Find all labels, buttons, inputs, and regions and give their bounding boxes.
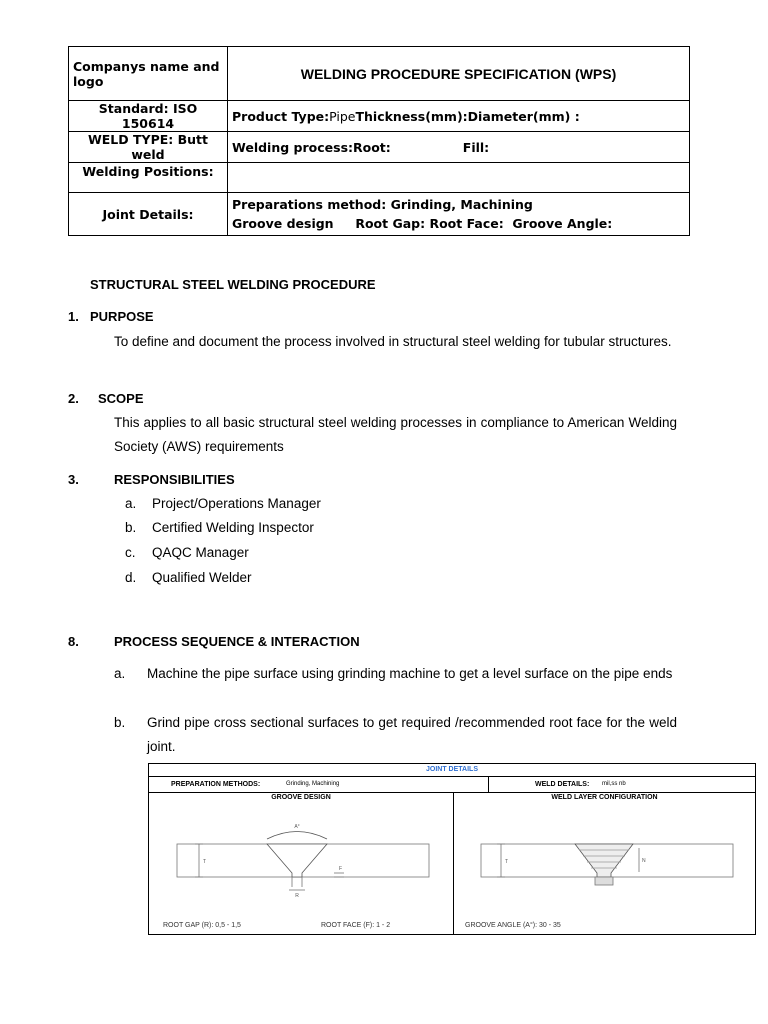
resp-item: Qualified Welder	[152, 570, 252, 585]
groove-design-label: GROOVE DESIGN	[271, 794, 331, 801]
resp-marker: b.	[125, 520, 137, 535]
root-face-value: ROOT FACE (F): 1 - 2	[321, 922, 391, 929]
standard-cell: Standard: ISO 150614	[69, 101, 228, 132]
groove-angle-value: GROOVE ANGLE (A°): 30 - 35	[465, 922, 561, 929]
wps-header-table	[68, 46, 690, 236]
resp-marker: a.	[125, 496, 137, 511]
thickness-label: T	[203, 859, 207, 865]
responsibilities-heading: RESPONSIBILITIES	[114, 472, 235, 487]
preparation-method: Preparations method: Grinding, Machining	[232, 197, 533, 212]
figure-title: JOINT DETAILS	[149, 764, 755, 777]
resp-marker: d.	[125, 570, 137, 585]
weld-type-cell: WELD TYPE: Butt weld	[69, 132, 228, 163]
welding-process-cell	[228, 132, 690, 163]
joint-details-value	[228, 193, 690, 236]
weld-layer-label: WELD LAYER CONFIGURATION	[551, 794, 658, 801]
resp-item: Certified Welding Inspector	[152, 520, 314, 535]
welding-positions-cell: Welding Positions:	[69, 163, 228, 193]
root-gap-value: ROOT GAP (R): 0,5 - 1,5	[163, 922, 241, 929]
layer-label: N	[642, 858, 646, 864]
step-marker: b.	[114, 715, 126, 730]
thickness-label: T	[505, 859, 509, 865]
step-marker: a.	[114, 666, 126, 681]
joint-drawing	[149, 804, 755, 919]
scope-heading: SCOPE	[98, 391, 144, 406]
responsibilities-number: 3.	[68, 472, 79, 487]
process-number: 8.	[68, 634, 79, 649]
weld-layer-drawing	[481, 844, 733, 885]
face-label: F	[339, 866, 343, 872]
step-text: Grind pipe cross sectional surfaces to get required /recommended root face for the weld joint.	[147, 715, 677, 754]
groove-design-line: Groove design Root Gap: Root Face: Groove Angle:	[232, 216, 613, 231]
purpose-heading: PURPOSE	[90, 309, 154, 324]
scope-text: This applies to all basic structural steel welding processes in compliance to American Welding Society (AWS) requirements	[114, 415, 677, 454]
resp-item: QAQC Manager	[152, 545, 249, 560]
groove-design-drawing	[177, 832, 429, 891]
welding-process-fill: Fill:	[462, 139, 490, 155]
gap-label: R	[295, 893, 299, 899]
purpose-text: To define and document the process involved in structural steel welding for tubular structures.	[114, 334, 672, 349]
company-name-cell: Companys name and logo	[69, 47, 228, 101]
product-type-label: Product Type:	[232, 108, 330, 124]
step-text: Machine the pipe surface using grinding machine to get a level surface on the pipe ends	[147, 666, 673, 681]
figure-prep-row	[149, 777, 755, 793]
purpose-number: 1.	[68, 309, 79, 324]
welding-positions-value	[228, 163, 690, 193]
figure-prep-value: Grinding, Machining	[286, 781, 340, 787]
section-title: STRUCTURAL STEEL WELDING PROCEDURE	[90, 277, 376, 292]
angle-label: A°	[294, 824, 300, 830]
scope-number: 2.	[68, 391, 79, 406]
figure-weld-label: WELD DETAILS:	[535, 781, 590, 788]
figure-prep-label: PREPARATION METHODS:	[171, 781, 261, 788]
welding-process-root: Welding process:Root:	[232, 139, 391, 155]
joint-details-cell: Joint Details:	[69, 193, 228, 236]
resp-item: Project/Operations Manager	[152, 496, 321, 511]
resp-marker: c.	[125, 545, 136, 560]
product-type-pipe: Pipe	[329, 108, 356, 124]
product-type-cell	[228, 101, 690, 132]
process-heading: PROCESS SEQUENCE & INTERACTION	[114, 634, 360, 649]
product-type-rest: Thickness(mm):Diameter(mm) :	[355, 108, 580, 124]
joint-details-figure	[148, 763, 756, 935]
wps-title: WELDING PROCEDURE SPECIFICATION (WPS)	[228, 47, 690, 101]
figure-weld-value: mil,ss nb	[602, 781, 626, 787]
